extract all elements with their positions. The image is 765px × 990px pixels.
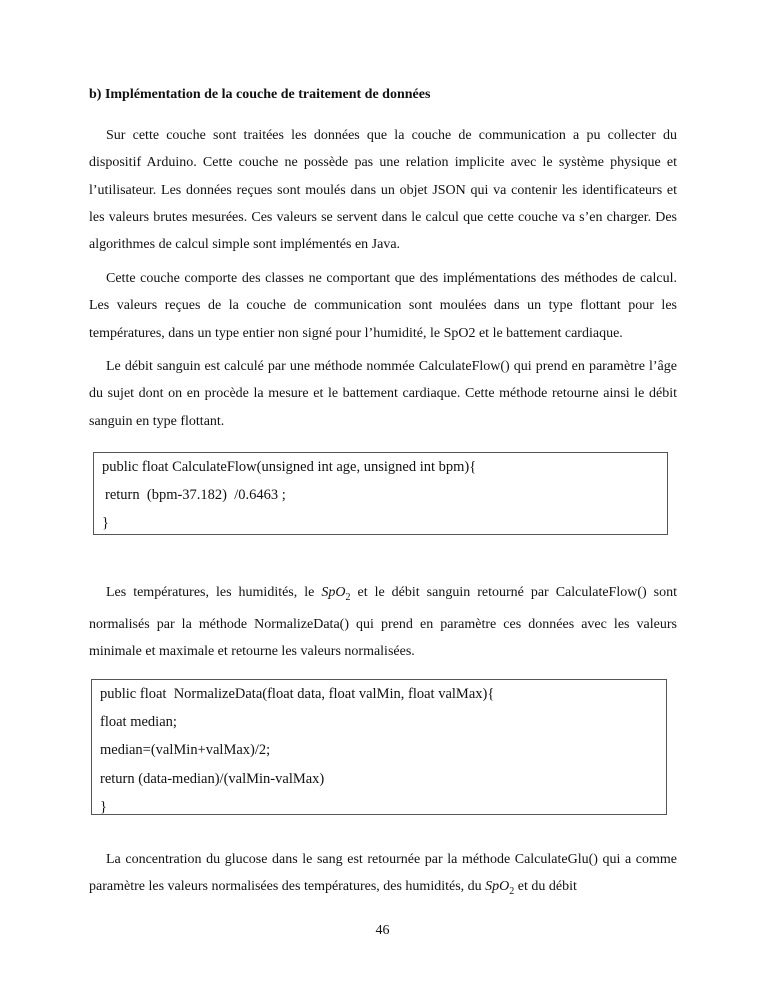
spo2-subscript: 2 [509,886,515,898]
paragraph-intro: Sur cette couche sont traitées les données que la couche de communication a pu collecter du dispositif Arduino. Cette couche ne possède pas une relation implicite avec le système physique et l’utilisateur. Les données reçues sont moulés dans un objet JSON qui va contenir les identificateurs et les valeurs brutes mesurées. Ces valeurs se servent dans le calcul que cette couche va s’en charger. Des algorithmes de calcul simple sont implémentés en Java. [89,128,677,253]
code-line: return (bpm-37.182) /0.6463 ; [105,487,286,504]
section-heading: b) Implémentation de la couche de traitement de données [89,87,431,102]
spo2-subscript: 2 [345,591,351,603]
paragraph-glucose [89,846,677,905]
code-line: median=(valMin+valMax)/2; [100,742,271,759]
text-run: et du débit [514,879,577,895]
code-line: float median; [100,714,177,731]
spo2-base: SpO [321,585,346,600]
spo2-base: SpO [485,879,510,895]
text-run: La concentration du glucose dans le sang est retournée par la méthode CalculateGlu() qui a comme paramètre les valeurs normalisées des températures, des humidités, du [89,852,677,895]
code-line: } [102,515,109,532]
code-line: } [100,798,107,815]
code-line: public float CalculateFlow(unsigned int age, unsigned int bpm){ [102,459,477,475]
paragraph-normalize [89,579,677,666]
page-number: 46 [375,923,390,938]
code-block-normalize-data [91,679,667,815]
code-line: return (data-median)/(valMin-valMax) [100,770,325,787]
text-run: Les températures, les humidités, le [106,585,322,600]
paragraph-blood-flow: Le débit sanguin est calculé par une méthode nommée CalculateFlow() qui prend en paramètre l’âge du sujet dont on en procède la mesure et le battement cardiaque. Cette méthode retourne ainsi le débit sanguin en type flottant. [89,359,677,429]
spo2-symbol [485,879,515,898]
paragraph-classes: Cette couche comporte des classes ne comportant que des implémentations des méthodes de calcul. Les valeurs reçues de la couche de communication sont moulées dans un type flottant pour les températures, dans un type entier non signé pour l’humidité, le SpO2 et le battement cardiaque. [89,271,677,341]
text-run: et le débit sanguin retourné par CalculateFlow() sont normalisés par la méthode NormalizeData() qui prend en paramètre ces données avec les valeurs minimale et maximale et retourne les valeurs normalisées. [89,585,677,660]
code-block-calculate-flow [93,452,668,535]
code-line: public float NormalizeData(float data, float valMin, float valMax){ [100,686,495,702]
spo2-symbol [321,585,351,603]
